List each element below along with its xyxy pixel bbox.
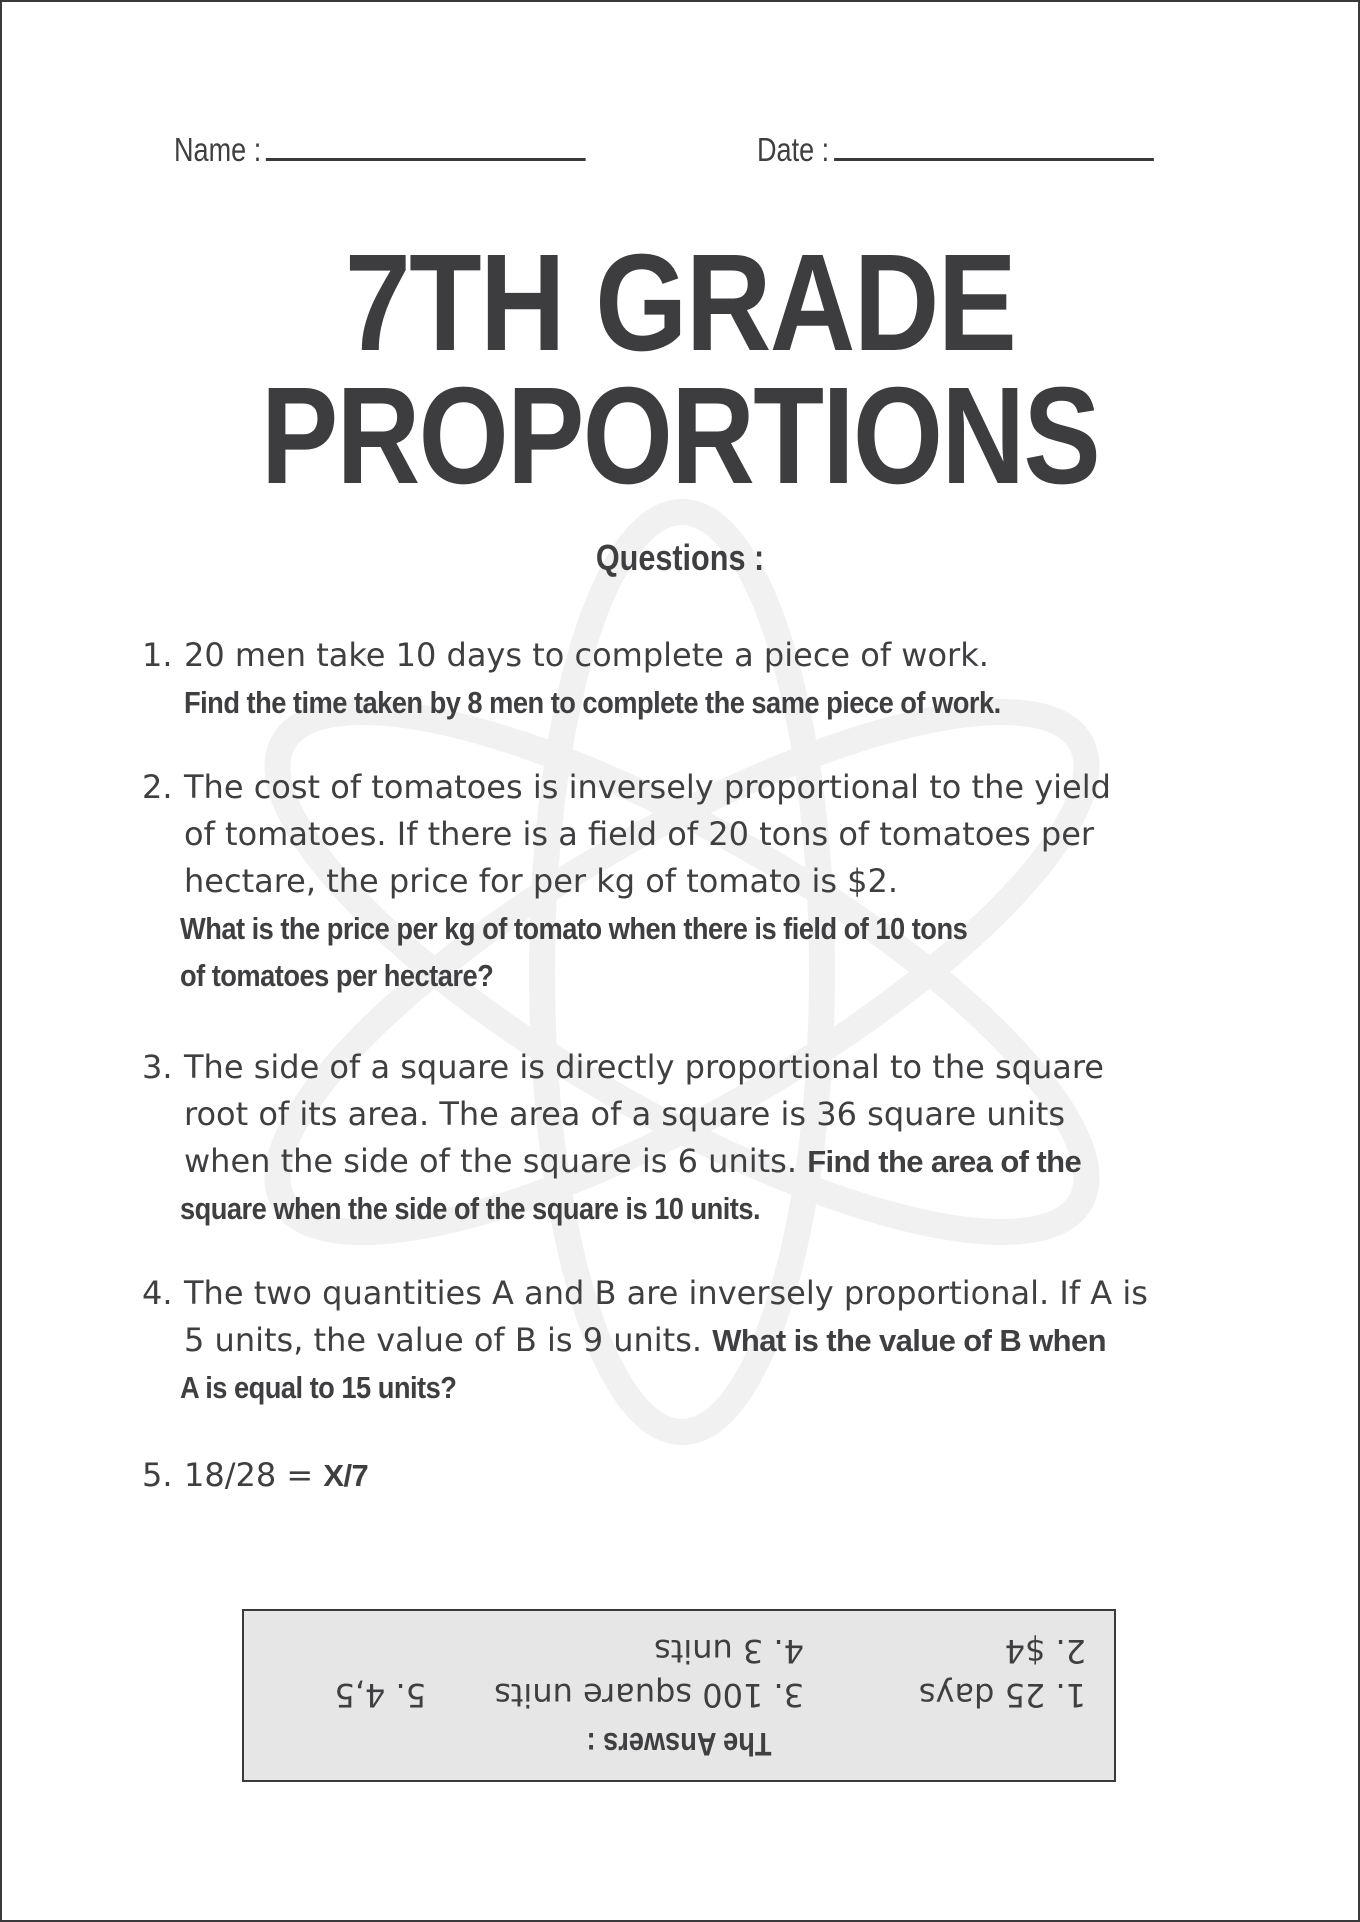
date-label: Date : — [757, 131, 830, 168]
questions-heading: Questions : — [595, 537, 765, 578]
question-4 — [142, 1270, 1262, 1411]
answers-box — [242, 1609, 1116, 1782]
name-label: Name : — [174, 131, 262, 168]
question-text: 20 men take 10 days to complete a piece of work. — [184, 636, 989, 674]
question-number: 5. — [142, 1456, 173, 1494]
question-prompt: square when the side of the square is 10 units. — [180, 1191, 761, 1226]
question-number: 4. — [142, 1274, 173, 1312]
question-prompt: A is equal to 15 units? — [180, 1370, 457, 1405]
question-text: The side of a square is directly proportional to the square — [184, 1048, 1104, 1086]
answer-4: 4. 3 units — [654, 1632, 804, 1670]
question-text: hectare, the price for per kg of tomato is $2. — [184, 862, 899, 900]
question-prompt: X/7 — [323, 1458, 369, 1493]
name-field[interactable] — [174, 128, 586, 169]
question-number: 2. — [142, 768, 173, 806]
question-prompt: Find the time taken by 8 men to complete the same piece of work. — [184, 685, 1001, 720]
question-prompt: of tomatoes per hectare? — [180, 958, 494, 993]
question-text: 5 units, the value of B is 9 units. — [184, 1321, 703, 1359]
answer-1: 1. 25 days — [918, 1676, 1086, 1714]
question-number: 1. — [142, 636, 173, 674]
question-1 — [142, 632, 1262, 726]
name-blank-line[interactable] — [266, 128, 586, 161]
question-text: The two quantities A and B are inversely proportional. If A is — [184, 1274, 1148, 1312]
question-prompt: What is the value of B when — [712, 1323, 1106, 1358]
question-5 — [142, 1452, 1262, 1499]
question-text: of tomatoes. If there is a field of 20 tons of tomatoes per — [184, 815, 1095, 853]
question-prompt: What is the price per kg of tomato when there is field of 10 tons — [180, 911, 968, 946]
date-blank-line[interactable] — [834, 128, 1154, 161]
title-line-2: PROPORTIONS — [260, 359, 1100, 513]
question-text: root of its area. The area of a square is 36 square units — [184, 1095, 1066, 1133]
question-number: 3. — [142, 1048, 173, 1086]
date-field[interactable] — [757, 128, 1154, 169]
answer-5: 5. 4,5 — [334, 1676, 426, 1714]
answers-heading: The Answers : — [586, 1726, 772, 1762]
question-prompt: Find the area of the — [807, 1144, 1082, 1179]
answer-2: 2. $4 — [1004, 1632, 1086, 1670]
question-text: when the side of the square is 6 units. — [184, 1142, 798, 1180]
answer-3: 3. 100 square units — [494, 1676, 804, 1714]
question-3 — [142, 1044, 1262, 1232]
question-2 — [142, 764, 1262, 999]
question-text: 18/28 = — [184, 1456, 314, 1494]
question-text: The cost of tomatoes is inversely proportional to the yield — [184, 768, 1111, 806]
answers-upside-down — [244, 1611, 1114, 1780]
title-line-1: 7TH GRADE — [344, 226, 1016, 380]
